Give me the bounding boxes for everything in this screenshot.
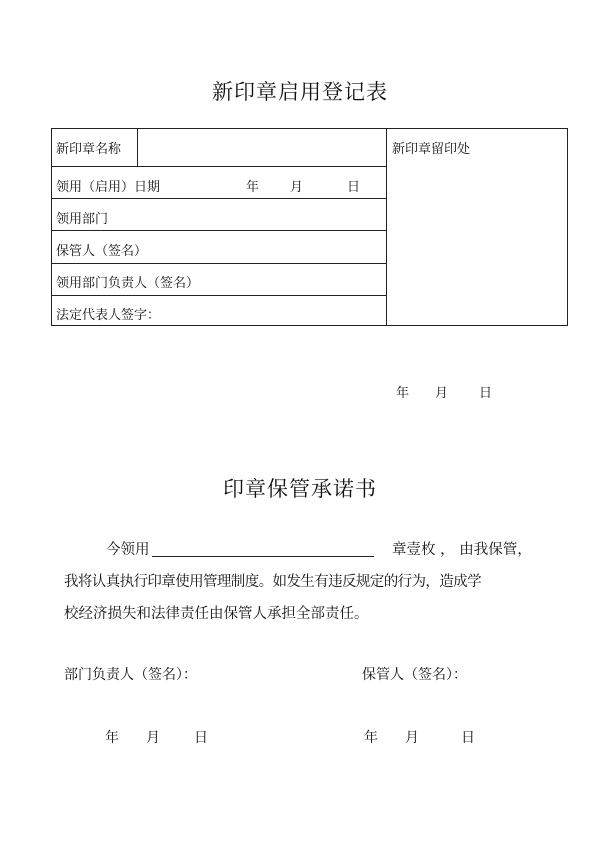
registration-table xyxy=(51,128,568,326)
registration-date-month: 月 xyxy=(435,386,449,401)
table-divider-vertical xyxy=(386,129,387,325)
table-row-divider xyxy=(52,166,386,167)
issue-date-label: 领用（启用）日期 xyxy=(56,180,161,195)
issue-date-day: 日 xyxy=(347,180,361,195)
keeper-label: 保管人（签名） xyxy=(56,244,148,259)
right-date-year: 年 xyxy=(364,730,378,746)
legal-rep-label: 法定代表人签字： xyxy=(56,308,161,323)
left-date-month: 月 xyxy=(146,730,160,746)
keeper-signature-label: 保管人（签名）： xyxy=(362,667,467,683)
dept-head-label: 领用部门负责人（签名） xyxy=(56,276,200,291)
dept-head-signature-label: 部门负责人（签名）： xyxy=(64,667,197,683)
department-label: 领用部门 xyxy=(56,212,109,227)
commitment-title: 印章保管承诺书 xyxy=(223,477,377,501)
registration-date-day: 日 xyxy=(479,386,493,401)
name-cell-divider xyxy=(137,129,138,166)
table-row-divider xyxy=(52,198,386,199)
issue-date-month: 月 xyxy=(290,180,304,195)
stamp-area-label: 新印章留印处 xyxy=(392,142,471,157)
commitment-line1-suffix: 章壹枚 ， 由我保管， xyxy=(392,542,532,558)
table-row-divider xyxy=(52,230,386,231)
registration-title: 新印章启用登记表 xyxy=(212,80,388,104)
left-date-day: 日 xyxy=(194,730,208,746)
right-date-day: 日 xyxy=(461,730,475,746)
seal-name-label: 新印章名称 xyxy=(56,142,122,157)
seal-name-blank xyxy=(152,556,374,557)
commitment-line2: 我将认真执行印章使用管理制度。如发生有违反规定的行为，造成学 xyxy=(64,574,481,590)
table-row-divider xyxy=(52,263,386,264)
left-date-year: 年 xyxy=(105,730,119,746)
registration-date-year: 年 xyxy=(396,386,410,401)
commitment-line3: 校经济损失和法律责任由保管人承担全部责任。 xyxy=(64,606,369,622)
issue-date-year: 年 xyxy=(246,180,260,195)
commitment-line1-prefix: 今领用 xyxy=(106,542,150,558)
right-date-month: 月 xyxy=(405,730,419,746)
table-row-divider xyxy=(52,295,386,296)
